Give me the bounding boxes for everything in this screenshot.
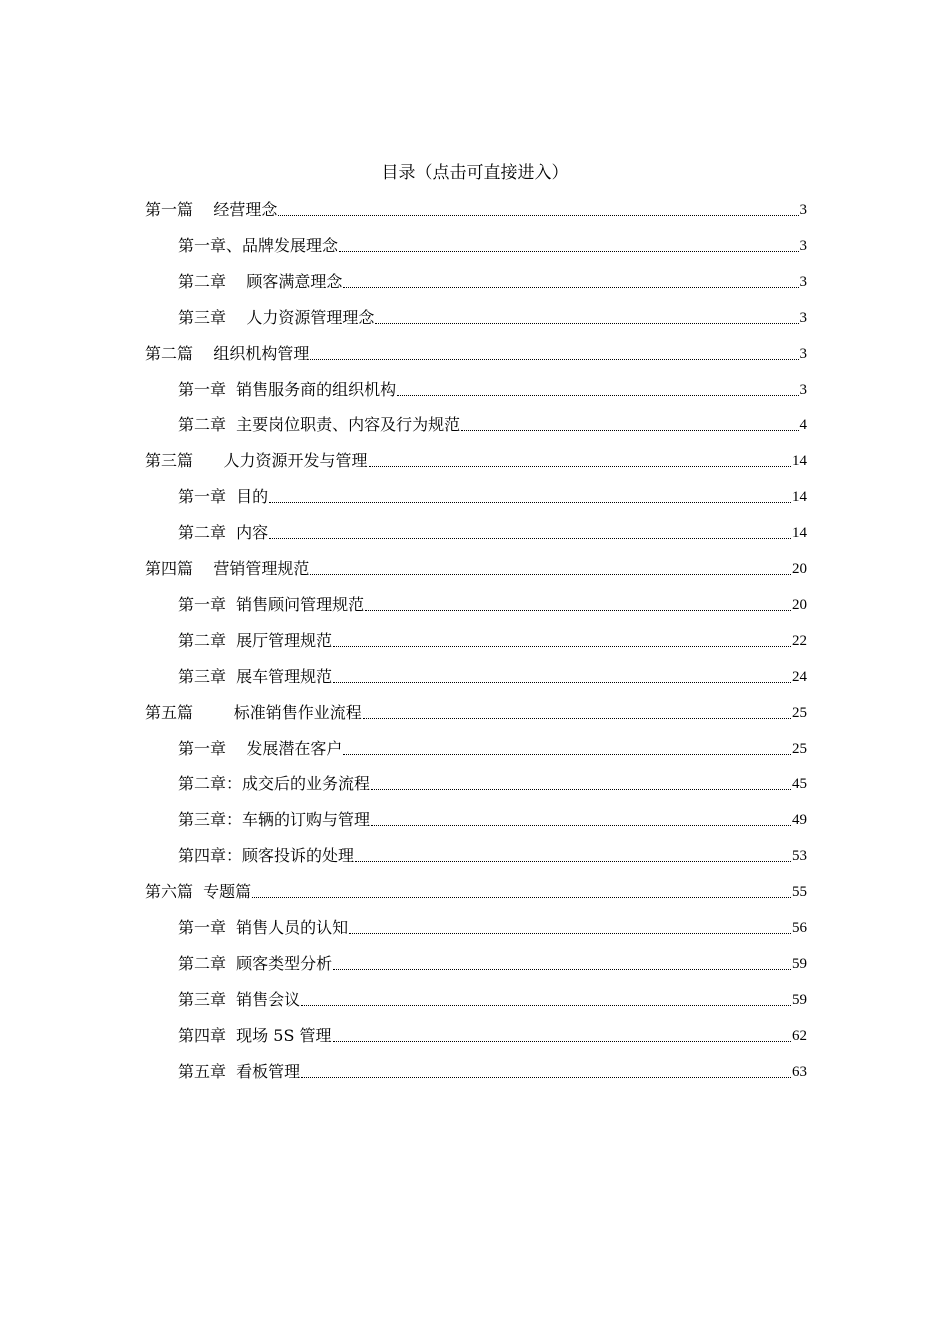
- toc-entry-part[interactable]: [145, 873, 807, 903]
- toc-dot-leader: [333, 1040, 792, 1042]
- toc-entry-chapter[interactable]: [178, 1053, 807, 1083]
- toc-dot-leader: [343, 753, 791, 755]
- toc-entry-chapter[interactable]: [178, 478, 807, 508]
- toc-entry-chapter[interactable]: [178, 586, 807, 616]
- toc-entry-chapter[interactable]: [178, 371, 807, 401]
- toc-page-number: 3: [799, 237, 807, 254]
- toc-entry-chapter[interactable]: [178, 622, 807, 652]
- toc-entry-label: 第三章 销售会议: [178, 989, 301, 1009]
- toc-entry-label: 第一章 发展潜在客户: [178, 738, 343, 758]
- toc-entry-chapter[interactable]: [178, 765, 807, 795]
- toc-dot-leader: [363, 717, 791, 719]
- toc-page-number: 63: [792, 1063, 807, 1080]
- toc-page-number: 3: [799, 309, 807, 326]
- toc-page-number: 59: [792, 991, 807, 1008]
- toc-page-number: 20: [792, 596, 807, 613]
- toc-page-number: 14: [792, 453, 807, 470]
- toc-dot-leader: [310, 358, 798, 360]
- toc-entry-label: 第二章 顾客满意理念: [178, 271, 343, 291]
- toc-page-number: 55: [792, 884, 807, 901]
- toc-page-number: 3: [799, 345, 807, 362]
- toc-entry-chapter[interactable]: [178, 658, 807, 688]
- toc-dot-leader: [301, 1004, 791, 1006]
- toc-entry-label: 第三章 展车管理规范: [178, 666, 333, 686]
- toc-entry-part[interactable]: [145, 335, 807, 365]
- toc-page-number: 56: [792, 920, 807, 936]
- toc-entry-chapter[interactable]: [178, 299, 807, 329]
- toc-dot-leader: [343, 286, 798, 288]
- toc-dot-leader: [333, 645, 791, 647]
- toc-page-number: 25: [792, 740, 807, 757]
- toc-title: 目录（点击可直接进入）: [381, 163, 569, 183]
- toc-entry-label: 第一篇 经营理念: [145, 200, 278, 219]
- toc-entry-chapter[interactable]: [178, 909, 807, 939]
- toc-entry-label: 第三章 人力资源管理理念: [178, 307, 375, 327]
- toc-entry-label: 第二章 主要岗位职责、内容及行为规范: [178, 415, 461, 435]
- toc-dot-leader: [333, 968, 791, 970]
- toc-entry-label: 第一章 销售顾问管理规范: [178, 594, 365, 614]
- toc-dot-leader: [333, 681, 791, 683]
- toc-page-number: 25: [792, 704, 807, 721]
- toc-entry-chapter[interactable]: [178, 981, 807, 1011]
- toc-entry-chapter[interactable]: [178, 837, 807, 867]
- toc-dot-leader: [397, 394, 798, 396]
- toc-dot-leader: [461, 429, 798, 431]
- toc-entry-label: 第一章 目的: [178, 487, 269, 507]
- toc-page-number: 24: [792, 668, 807, 685]
- toc-entry-label: 第四篇 营销管理规范: [145, 559, 310, 578]
- toc-page-number: 14: [792, 525, 807, 542]
- toc-entry-label: 第三篇 人力资源开发与管理: [145, 451, 368, 471]
- toc-page-number: 3: [799, 381, 807, 398]
- toc-entry-chapter[interactable]: [178, 514, 807, 544]
- toc-entry-label: 第二章 顾客类型分析: [178, 953, 333, 973]
- toc-entry-chapter[interactable]: [178, 227, 807, 257]
- toc-dot-leader: [269, 501, 791, 503]
- toc-dot-leader: [371, 788, 791, 790]
- toc-page-number: 22: [792, 632, 807, 649]
- toc-entry-part[interactable]: [145, 191, 807, 221]
- toc-dot-leader: [269, 537, 791, 539]
- toc-entry-part[interactable]: [145, 694, 807, 724]
- toc-dot-leader: [301, 1076, 791, 1078]
- toc-page-number: 14: [792, 489, 807, 506]
- toc-entry-chapter[interactable]: [178, 945, 807, 975]
- toc-entry-chapter[interactable]: [178, 406, 807, 436]
- toc-entry-label: 第二章 展厅管理规范: [178, 630, 333, 650]
- toc-entry-chapter[interactable]: [178, 263, 807, 293]
- toc-page-number: 4: [799, 417, 807, 434]
- toc-dot-leader: [375, 322, 798, 324]
- toc-entry-label: 第二篇 组织机构管理: [145, 343, 310, 363]
- toc-entry-label: 第二章：成交后的业务流程: [178, 774, 371, 794]
- toc-entry-label: 第三章：车辆的订购与管理: [178, 810, 371, 830]
- toc-dot-leader: [278, 214, 798, 216]
- toc-entry-chapter[interactable]: [178, 1017, 807, 1047]
- toc-entry-label: 第一章、品牌发展理念: [178, 235, 339, 255]
- toc-entry-label: 第一章 销售人员的认知: [178, 918, 349, 937]
- toc-dot-leader: [339, 250, 798, 252]
- toc-dot-leader: [369, 465, 791, 467]
- toc-entry-label: 第二章 内容: [178, 523, 269, 543]
- toc-dot-leader: [371, 824, 791, 826]
- toc-page-number: 59: [792, 955, 807, 972]
- toc-entry-label: 第五章 看板管理: [178, 1061, 301, 1081]
- toc-entry-part[interactable]: [145, 442, 807, 472]
- toc-entry-label: 第六篇 专题篇: [145, 882, 252, 902]
- toc-dot-leader: [310, 573, 791, 575]
- toc-entry-part[interactable]: [145, 550, 807, 580]
- toc-page-number: 49: [792, 812, 807, 829]
- toc-page-number: 53: [792, 848, 807, 865]
- toc-dot-leader: [365, 609, 791, 611]
- toc-page-number: 20: [792, 561, 807, 577]
- toc-dot-leader: [355, 860, 791, 862]
- toc-dot-leader: [252, 896, 791, 898]
- toc-entry-label: 第四章：顾客投诉的处理: [178, 846, 355, 866]
- toc-page-number: 3: [799, 273, 807, 290]
- toc-entry-chapter[interactable]: [178, 730, 807, 760]
- toc-page-number: 62: [792, 1027, 807, 1044]
- toc-page-number: 45: [792, 776, 807, 793]
- toc-dot-leader: [349, 932, 791, 934]
- toc-entry-label: 第四章 现场 5S 管理: [178, 1025, 332, 1045]
- toc-entry-label: 第一章 销售服务商的组织机构: [178, 379, 397, 399]
- toc-entry-label: 第五篇 标准销售作业流程: [145, 702, 362, 722]
- toc-page-number: 3: [799, 202, 807, 218]
- toc-entry-chapter[interactable]: [178, 801, 807, 831]
